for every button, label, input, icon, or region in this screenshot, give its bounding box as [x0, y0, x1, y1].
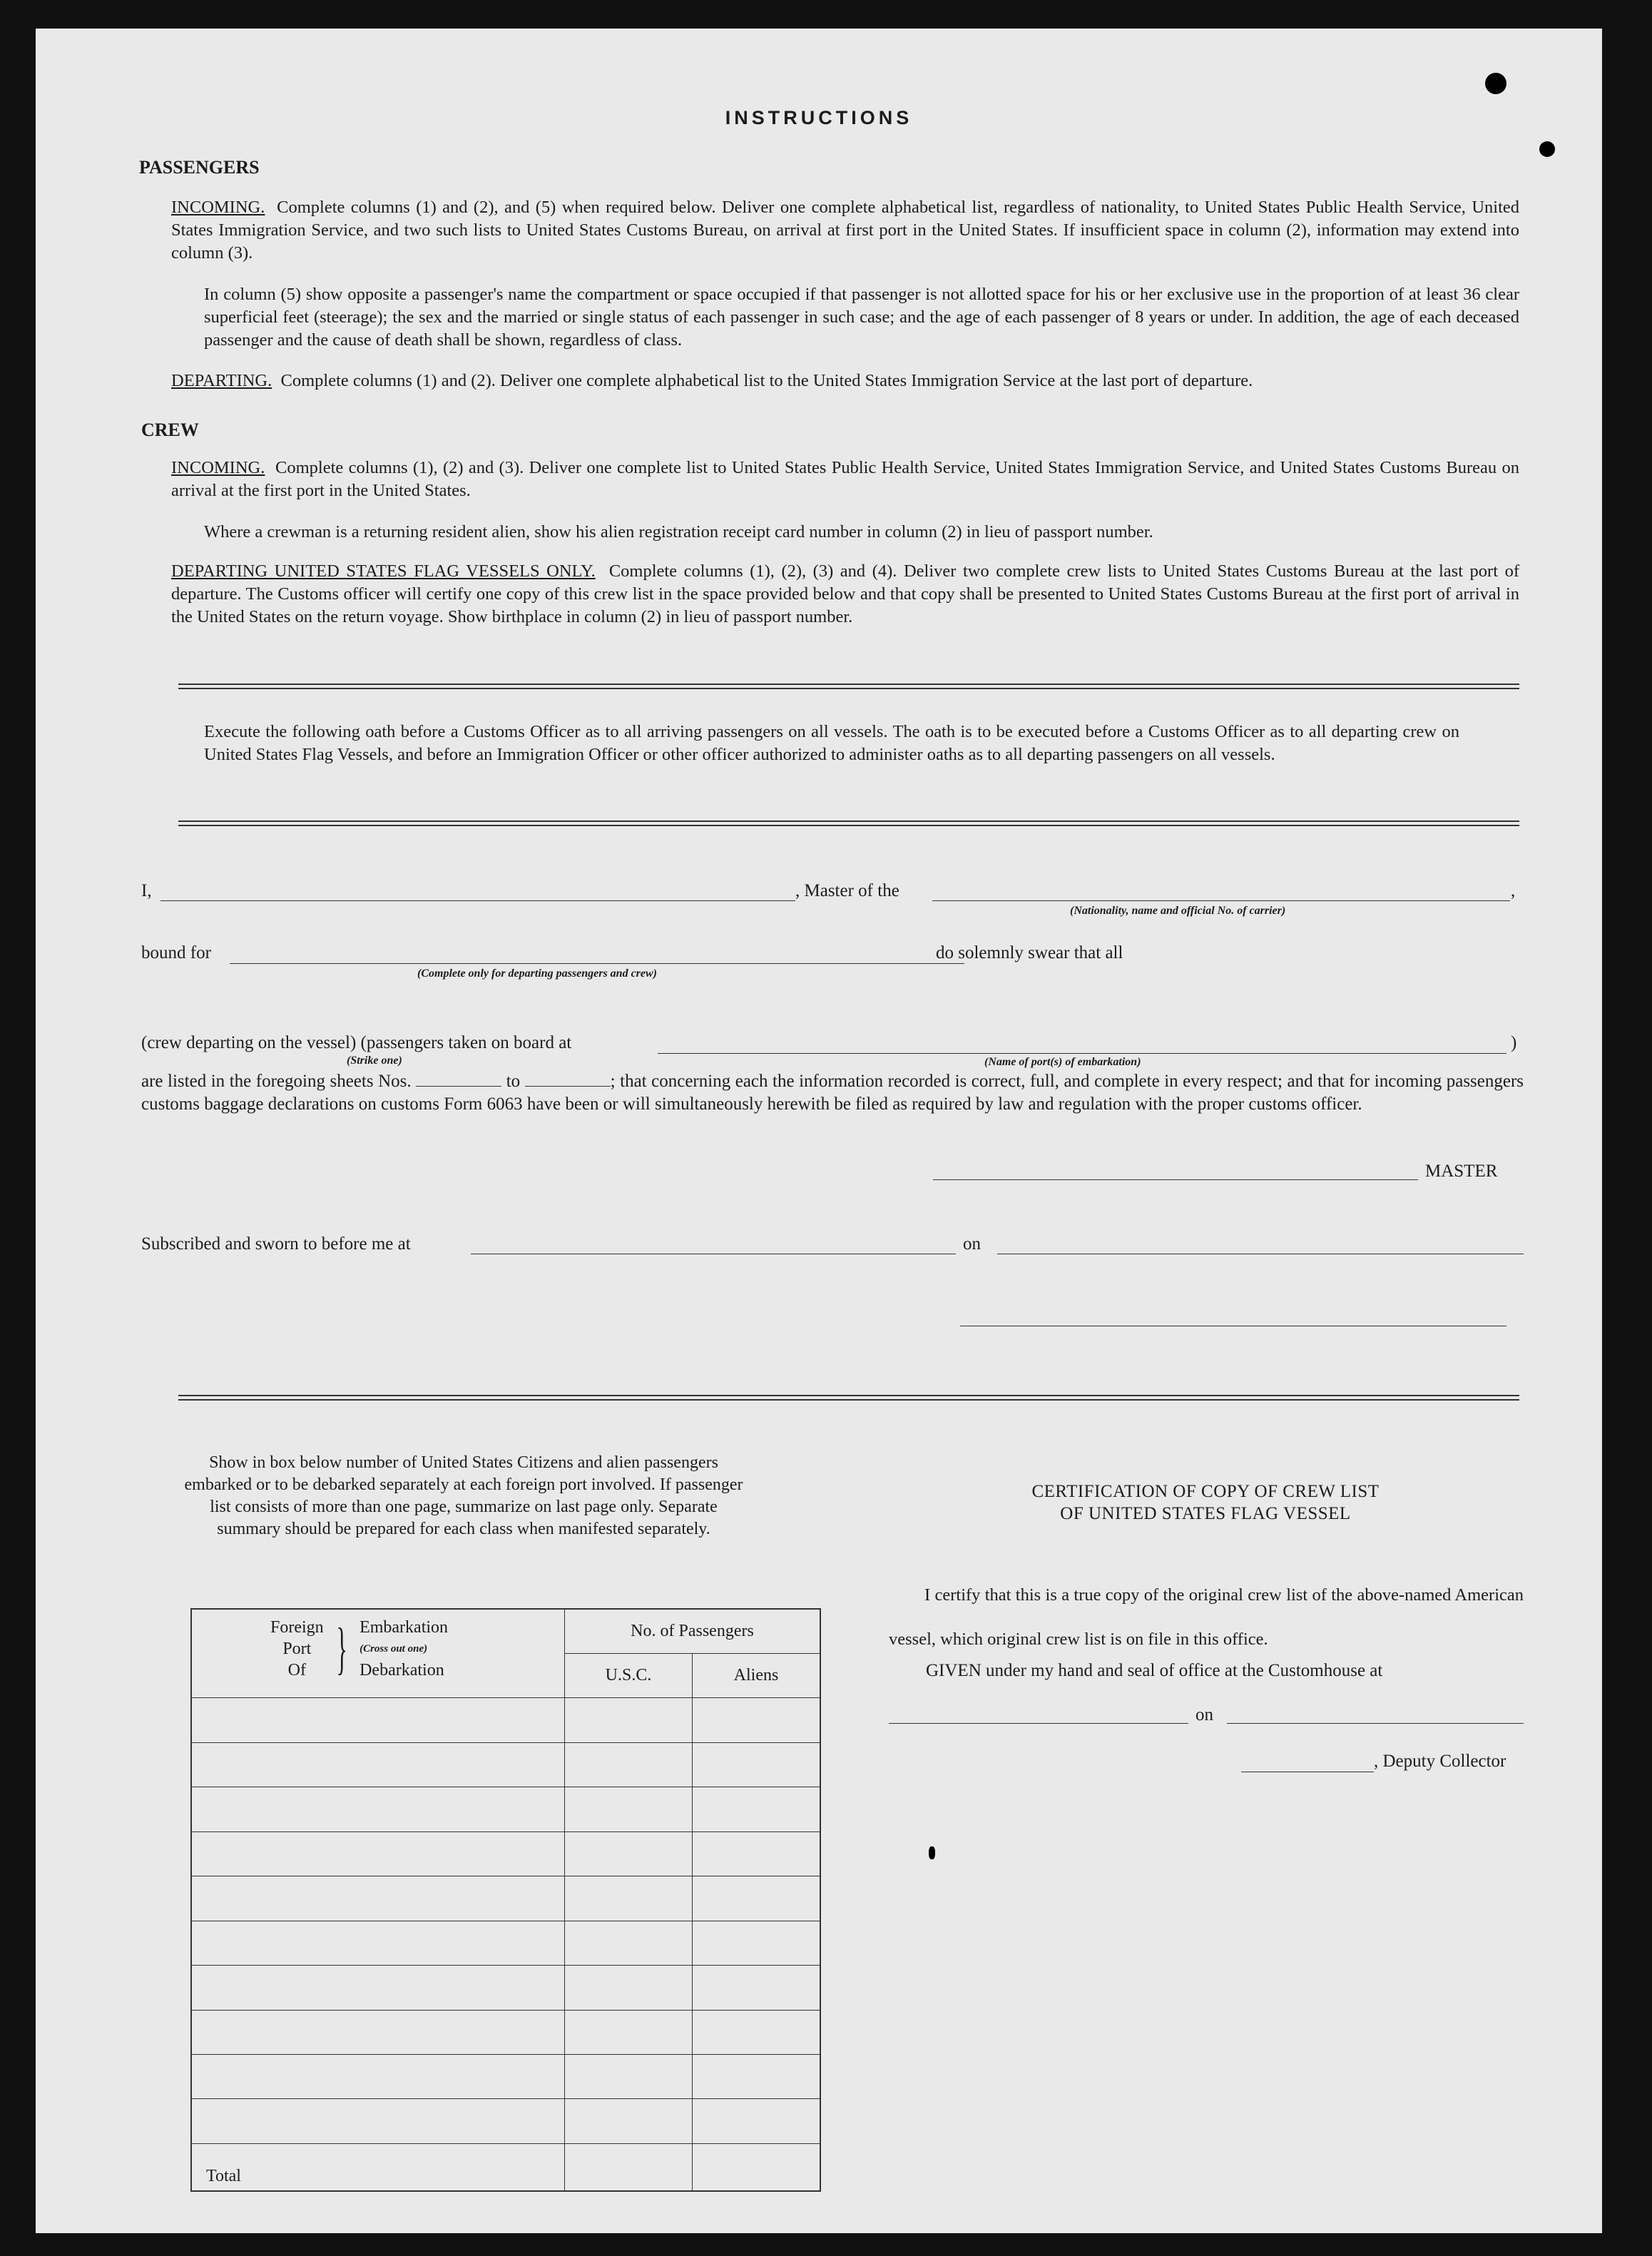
port-cell[interactable] [191, 1966, 565, 2010]
total-label: Total [191, 2143, 565, 2191]
crew-resident-paragraph: Where a crewman is a returning resident alien, show his alien registration receipt card number in column (2) in lieu of passport number. [204, 522, 1153, 542]
port-cell[interactable] [191, 2010, 565, 2054]
oath-i-label: I, [141, 881, 152, 900]
of-label: Of [287, 1661, 306, 1680]
aliens-cell[interactable] [693, 2010, 821, 2054]
summary-instructions: Show in box below number of United States Citizens and alien passengers embarked or to be debarked separately at each foreign port involved. If passenger list consists of more than one page, summarize on last page only. Separate summary should be prepared for each class when manifested separately. [184, 1453, 743, 1538]
aliens-cell[interactable] [693, 1966, 821, 2010]
separator-rule [178, 688, 1519, 689]
cross-out-note: (Cross out one) [360, 1643, 428, 1655]
port-cell[interactable] [191, 1698, 565, 1742]
close-paren: ) [1511, 1033, 1517, 1052]
passengers-departing-label: DEPARTING. [171, 371, 272, 390]
port-header-cell [191, 1609, 565, 1698]
crew-departing-label: DEPARTING UNITED STATES FLAG VESSELS ONLY. [171, 562, 596, 581]
listed-to: to [506, 1072, 521, 1091]
sheet-from-field[interactable] [416, 1072, 501, 1087]
port-cell[interactable] [191, 1921, 565, 1965]
table-row [191, 1742, 820, 1787]
strike-one-note: (Strike one) [347, 1055, 402, 1067]
usc-header: U.S.C. [565, 1653, 693, 1697]
port-cell[interactable] [191, 1876, 565, 1921]
solemnly-swear-label: do solemnly swear that all [936, 943, 1123, 962]
complete-only-note: (Complete only for departing passengers and crew) [417, 967, 657, 980]
passenger-summary-table [190, 1608, 821, 2192]
table-row [191, 1876, 820, 1921]
crew-incoming-text: Complete columns (1), (2) and (3). Deliver one complete list to United States Public Health Service, United States Immigration Service, and United States Customs Bureau on arrival at the first port in the United States. [171, 458, 1519, 500]
usc-cell[interactable] [565, 2055, 693, 2099]
master-name-field[interactable] [160, 900, 795, 901]
crew-departing-text: Complete columns (1), (2), (3) and (4). Deliver two complete crew lists to United States Customs Bureau at the last port of departure. The Customs officer will certify one copy of this crew list in the space provided below and that copy shall be presented to United States Customs Bureau at the first port of arrival in the United States on the return voyage. Show birthplace in column (2) in lieu of passport number. [171, 562, 1519, 626]
usc-cell[interactable] [565, 1966, 693, 2010]
separator-rule [178, 825, 1519, 826]
passengers-departing-text: Complete columns (1) and (2). Deliver one complete alphabetical list to the United States Immigration Service at the last port of departure. [280, 371, 1253, 390]
usc-total-cell[interactable] [565, 2143, 693, 2191]
port-cell[interactable] [191, 1787, 565, 1831]
master-label: MASTER [1425, 1162, 1498, 1181]
nationality-note: (Nationality, name and official No. of carrier) [1070, 905, 1286, 917]
deputy-collector-label: , Deputy Collector [1374, 1752, 1506, 1771]
passengers-incoming-label: INCOMING. [171, 198, 265, 217]
instructions-title: INSTRUCTIONS [725, 107, 913, 128]
passengers-column5-paragraph: In column (5) show opposite a passenger's name the compartment or space occupied if that passenger is not allotted space for his or her exclusive use in the proportion of at least 36 clear superficial feet (steerage); the sex and the married or single status of each passenger in such case; and the age of each passenger of 8 years or under. In addition, the age of each deceased passenger and the cause of death shall be shown, regardless of class. [204, 285, 1519, 350]
port-cell[interactable] [191, 1742, 565, 1787]
separator-rule [178, 820, 1519, 822]
master-signature-line[interactable] [933, 1179, 1418, 1180]
listed-paragraph [141, 1070, 1524, 1116]
port-cell[interactable] [191, 1831, 565, 1876]
oath-intro-paragraph: Execute the following oath before a Customs Officer as to all arriving passengers on all vessels. The oath is to be executed before a Customs Officer as to all departing crew on United States Flag Vessels, and before an Immigration Officer or other officer authorized to administer oaths as to all departing passengers on all vessels. [204, 722, 1459, 764]
aliens-cell[interactable] [693, 2099, 821, 2143]
aliens-total-cell[interactable] [693, 2143, 821, 2191]
certification-title-line2: OF UNITED STATES FLAG VESSEL [1060, 1504, 1351, 1523]
table-row [191, 1698, 820, 1742]
usc-cell[interactable] [565, 2099, 693, 2143]
separator-rule [178, 1399, 1519, 1401]
brace-mark: } [336, 1617, 347, 1680]
subscribed-label: Subscribed and sworn to before me at [141, 1234, 411, 1254]
aliens-cell[interactable] [693, 1787, 821, 1831]
aliens-cell[interactable] [693, 2055, 821, 2099]
port-cell[interactable] [191, 2099, 565, 2143]
scan-speck [929, 1846, 935, 1859]
bound-for-label: bound for [141, 943, 211, 962]
table-row [191, 2099, 820, 2143]
table-row [191, 1921, 820, 1965]
aliens-cell[interactable] [693, 1921, 821, 1965]
passengers-departing-paragraph [171, 370, 1519, 392]
separator-rule [178, 1395, 1519, 1396]
aliens-cell[interactable] [693, 1831, 821, 1876]
crew-incoming-paragraph [171, 457, 1519, 502]
embarkation-port-field[interactable] [658, 1053, 1506, 1054]
given-text: GIVEN under my hand and seal of office at the Customhouse at [926, 1661, 1383, 1680]
port-label: Port [282, 1640, 312, 1658]
usc-cell[interactable] [565, 1787, 693, 1831]
ports-note: (Name of port(s) of embarkation) [984, 1056, 1141, 1068]
table-row [191, 2055, 820, 2099]
comma-mark: , [1511, 881, 1516, 900]
aliens-header: Aliens [693, 1653, 821, 1697]
listed-suffix: ; that concerning each the information recorded is correct, full, and complete in every respect; [610, 1072, 1283, 1091]
aliens-cell[interactable] [693, 1742, 821, 1787]
usc-cell[interactable] [565, 1742, 693, 1787]
passengers-incoming-text: Complete columns (1) and (2), and (5) when required below. Deliver one complete alphabetical list, regardless of nationality, to United States Public Health Service, United States Immigration Service, and two such lists to United States Customs Bureau, on arrival at first port in the United States. If insufficient space in column (2), information may extend into column (3). [171, 198, 1519, 263]
crew-departing-paragraph [171, 560, 1519, 629]
customhouse-place-field[interactable] [889, 1723, 1188, 1724]
table-row [191, 1831, 820, 1876]
passengers-heading: PASSENGERS [139, 157, 260, 178]
separator-rule [178, 684, 1519, 685]
certification-title [892, 1480, 1519, 1525]
master-of-the-label: , Master of the [795, 881, 899, 900]
table-row [191, 1966, 820, 2010]
table-row [191, 2010, 820, 2054]
total-row [191, 2143, 820, 2191]
crew-passengers-label: (crew departing on the vessel) (passengers taken on board at [141, 1033, 572, 1052]
subscribed-on-label: on [963, 1234, 981, 1254]
table-row [191, 1787, 820, 1831]
usc-cell[interactable] [565, 1921, 693, 1965]
usc-cell[interactable] [565, 1831, 693, 1876]
usc-cell[interactable] [565, 1698, 693, 1742]
passengers-incoming-paragraph [171, 196, 1519, 265]
debarkation-label: Debarkation [360, 1661, 444, 1680]
usc-cell[interactable] [565, 1876, 693, 1921]
port-cell[interactable] [191, 2055, 565, 2099]
no-of-passengers-header: No. of Passengers [565, 1609, 821, 1653]
embarkation-label: Embarkation [360, 1618, 449, 1637]
crew-incoming-label: INCOMING. [171, 458, 265, 477]
listed-text-rest: and that for incoming passengers customs baggage declarations on customs Form 6063 have been or will simultaneously herewith be filed as required by law and regulation with the proper customs officer. [141, 1072, 1524, 1114]
foreign-label: Foreign [270, 1618, 324, 1637]
bound-for-field[interactable] [230, 963, 964, 964]
crew-heading: CREW [141, 420, 199, 440]
certify-paragraph: I certify that this is a true copy of the original crew list of the above-named American vessel, which original crew list is on file in this office. [889, 1585, 1524, 1649]
usc-cell[interactable] [565, 2010, 693, 2054]
scan-speck [1485, 73, 1506, 94]
form-sheet [36, 29, 1602, 2233]
carrier-field[interactable] [932, 900, 1510, 901]
sheet-to-field[interactable] [525, 1072, 611, 1087]
certification-date-field[interactable] [1227, 1723, 1524, 1724]
certification-title-line1: CERTIFICATION OF COPY OF CREW LIST [1031, 1482, 1380, 1501]
scan-speck [1539, 141, 1555, 157]
aliens-cell[interactable] [693, 1698, 821, 1742]
certification-on-label: on [1195, 1705, 1213, 1724]
listed-prefix: are listed in the foregoing sheets Nos. [141, 1072, 412, 1091]
aliens-cell[interactable] [693, 1876, 821, 1921]
